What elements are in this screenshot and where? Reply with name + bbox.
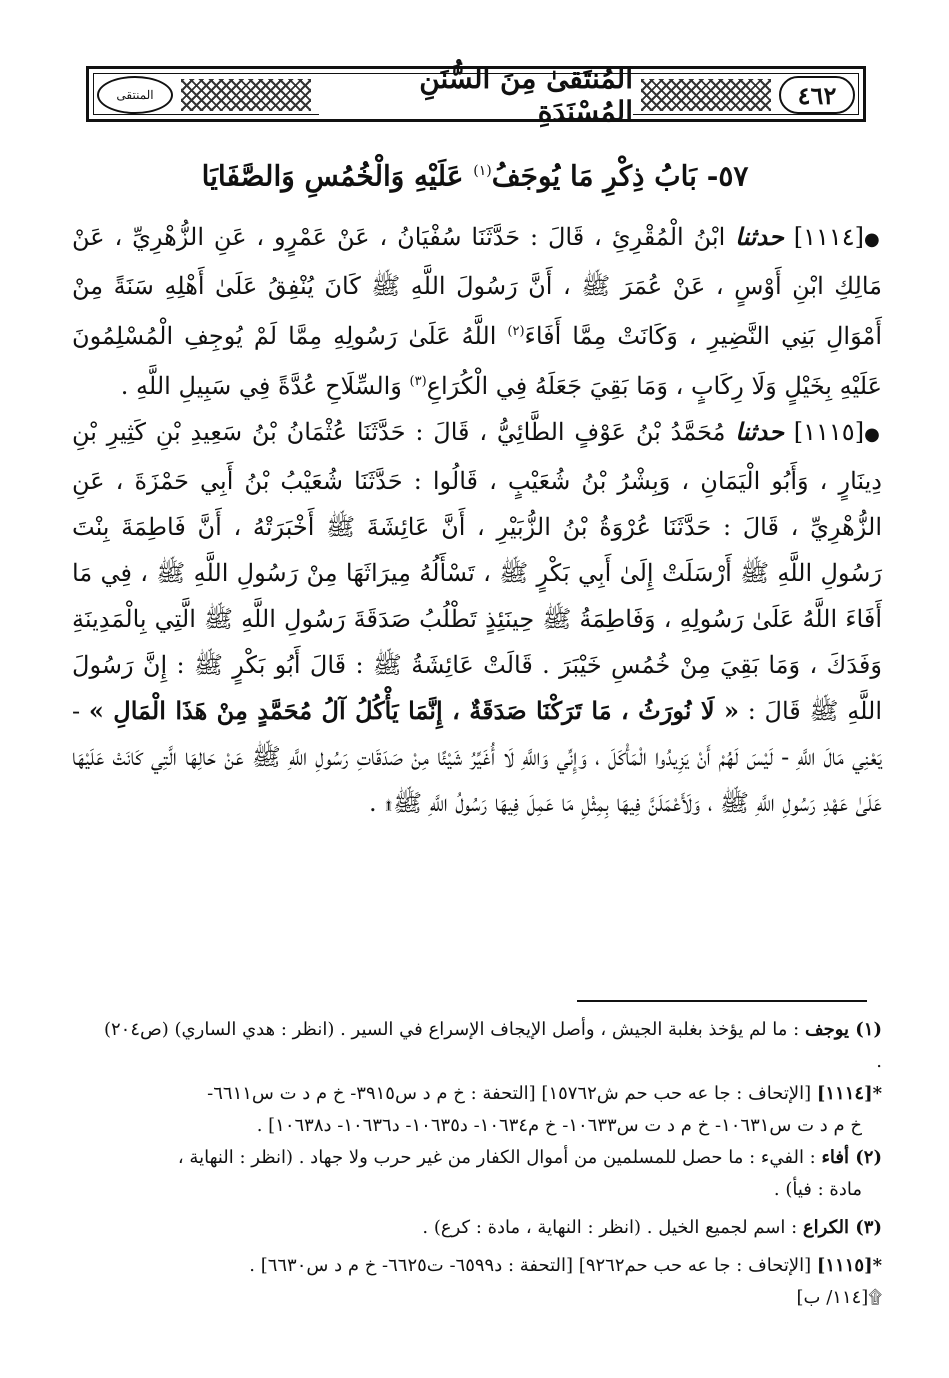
hadith-number: [١١١٤] (793, 223, 865, 251)
footnote-2 (100, 1142, 882, 1174)
reference-1114 (100, 1078, 882, 1110)
book-title: المُنتَقىٰ مِنَ السُّنَنِ المُسْنَدَةِ (319, 75, 633, 115)
hadith-number: [١١١٥] (793, 418, 865, 446)
hadith-1115 (72, 409, 882, 826)
chapter-title-part2: عَلَيْهِ وَالْخُمُسِ وَالصَّفَايَا (201, 159, 474, 193)
book-emblem (97, 76, 173, 114)
reference-text: [الإتحاف : جا عه حب حم ش١٥٧٦٢] [التحفة : خ م د س٣٩١٥- خ م د ت س٦٦١١- (207, 1083, 817, 1104)
hadith-text-b: - يَعْنِي مَالَ اللَّهِ - لَيْسَ لَهُمْ أَنْ يَزِيدُوا الْمَأْكَلَ ، وَإِنِّي وَاللَّهِ لَا أُغَيِّرُ شَيْئًا مِنْ صَدَقَاتِ رَسُولِ اللَّهِ ﷺ عَنْ حَالِهَا الَّتِي كَانَتْ عَلَيْهَا عَلَىٰ عَهْدِ رَسُولِ اللَّهِ ﷺ ، وَلَأَعْمَلَنَّ فِيهَا بِمِثْلِ مَا عَمِلَ فِيهَا رَسُولُ اللَّهِ ﷺ (72, 697, 882, 817)
folio-mark: ۩[١١٤/ ب] (796, 1287, 882, 1308)
hadith-1114 (72, 214, 882, 409)
reference-label: *[١١١٥] (816, 1255, 882, 1276)
bullet-icon: ● (864, 229, 882, 250)
footnote-ref-2: (٢) (507, 324, 525, 339)
footnote-1 (100, 1014, 882, 1078)
haddathana-mark: حدثنا (735, 222, 784, 251)
footnote-text: : اسم لجميع الخيل . (انظر : النهاية ، مادة : كرع) . (422, 1217, 803, 1238)
footnote-3 (100, 1212, 882, 1244)
hadith-text-b: اللَّهُ عَلَىٰ رَسُولِهِ مِمَّا لَمْ يُوجِفِ الْمُسْلِمُونَ عَلَيْهِ بِخَيْلٍ وَلَا رِكَابٍ ، وَمَا بَقِيَ جَعَلَهُ فِي الْكُرَاعِ (72, 322, 882, 400)
footnote-label: (١) يوجف (804, 1019, 882, 1040)
hadith-text-a: مُحَمَّدُ بْنُ عَوْفٍ الطَّائِيُّ ، قَالَ : حَدَّثَنَا عُثْمَانُ بْنُ سَعِيدِ بْنِ كَثِيرِ بْنِ دِينَارٍ ، وَأَبُو الْيَمَانِ ، وَبِشْرُ بْنُ شُعَيْبٍ ، قَالُوا : حَدَّثَنَا شُعَيْبُ بْنُ أَبِي حَمْزَةَ ، عَنِ الزُّهْرِيِّ ، قَالَ : حَدَّثَنَا عُرْوَةُ بْنُ الزُّبَيْرِ ، أَنَّ عَائِشَةَ ﷺ أَخْبَرَتْهُ ، أَنَّ فَاطِمَةَ بِنْتَ رَسُولِ اللَّهِ ﷺ أَرْسَلَتْ إِلَىٰ أَبِي بَكْرٍ ﷺ ، تَسْأَلُهُ مِيرَاثَهَا مِنْ رَسُولِ اللَّهِ ﷺ ، فِي مَا أَفَاءَ اللَّهُ عَلَىٰ رَسُولِهِ ، وَفَاطِمَةُ ﷺ حِينَئِذٍ تَطْلُبُ صَدَقَةَ رَسُولِ اللَّهِ ﷺ الَّتِي بِالْمَدِينَةِ وَفَدَكَ ، وَمَا بَقِيَ مِنْ خُمُسِ خَيْبَرَ . قَالَتْ عَائِشَةُ ﷺ : قَالَ أَبُو بَكْرٍ ﷺ : إِنَّ رَسُولَ اللَّهِ ﷺ قَالَ : (72, 418, 882, 725)
main-text (72, 214, 882, 826)
hadith-text-c: وَالسِّلَاحِ عُدَّةً فِي سَبِيلِ اللَّهِ . (120, 372, 410, 400)
page-header (86, 62, 866, 128)
ornament-left (181, 79, 311, 111)
footnote-2-cont: مادة : فيأ) . (773, 1179, 862, 1200)
hadith-end-mark: ۩ . (369, 789, 394, 817)
footnote-divider (577, 1000, 867, 1002)
footnote-label: (٢) أفاء (821, 1147, 882, 1168)
footnote-text: : ما لم يؤخذ بغلبة الجيش ، وأصل الإيجاف الإسراع في السير . (انظر : هدي الساري) (ص٢٠٤) . (103, 1019, 882, 1072)
hadith-text-a: ابْنُ الْمُقْرِئِ ، قَالَ : حَدَّثَنَا سُفْيَانُ ، عَنْ عَمْرٍو ، عَنِ الزُّهْرِيِّ ، عَنْ مَالِكِ ابْنِ أَوْسٍ ، عَنْ عُمَرَ ﷺ ، أَنَّ رَسُولَ اللَّهِ ﷺ كَانَ يُنْفِقُ عَلَىٰ أَهْلِهِ سَنَةً مِنْ أَمْوَالِ بَنِي النَّضِيرِ ، وَكَانَتْ مِمَّا أَفَاءَ (72, 223, 883, 350)
emblem-text: المنتقى (116, 88, 154, 102)
chapter-title-part1: ٥٧- بَابُ ذِكْرِ مَا يُوجَفُ (491, 159, 749, 193)
reference-1115 (100, 1250, 882, 1282)
haddathana-mark: حدثنا (735, 417, 784, 446)
reference-text: [الإتحاف : جا عه حب حم٩٢٦٢] [التحفة : د٦٥٩٩- ت٦٦٢٥- خ م د س٦٦٣٠] . (249, 1255, 817, 1276)
footnote-label: (٣) الكراع (802, 1217, 882, 1238)
ornament-right (641, 79, 771, 111)
chapter-heading (80, 148, 870, 194)
reference-1114-cont: خ م د ت س١٠٦٣١- خ م د ت س١٠٦٣٣- خ م١٠٦٣٤- د١٠٦٣٥- د١٠٦٣٦- د١٠٦٣٨] . (256, 1115, 862, 1136)
bullet-icon: ● (864, 424, 882, 445)
footnotes (100, 1014, 882, 1314)
footnote-text: : الفيء : ما حصل للمسلمين من أموال الكفار من غير حرب ولا جهاد . (انظر : النهاية ، (177, 1147, 822, 1168)
page-number: ٤٦٢ (779, 76, 855, 114)
footnote-ref-3: (٣) (409, 374, 427, 389)
prophetic-saying: « لَا نُورَثُ ، مَا تَرَكْنَا صَدَقَةٌ ، إِنَّمَا يَأْكُلُ آلُ مُحَمَّدٍ مِنْ هَذَا الْمَالِ » (88, 696, 740, 725)
chapter-footnote-ref: (١) (473, 163, 492, 179)
reference-label: *[١١١٤] (816, 1083, 882, 1104)
